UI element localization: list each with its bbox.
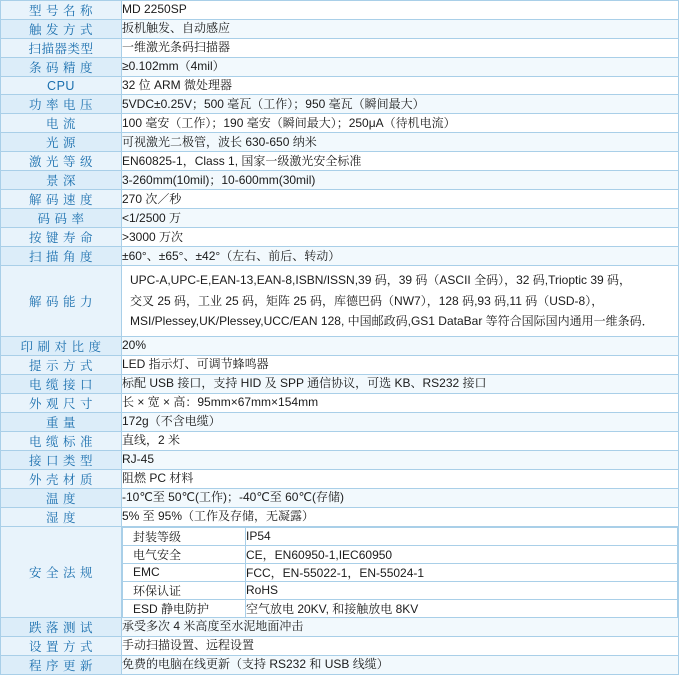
row-value: 270 次／秒	[122, 190, 679, 209]
row-label: 电 流	[1, 114, 122, 133]
row-label: 型 号 名 称	[1, 1, 122, 20]
row-value: 可视激光二极管，波长 630-650 纳米	[122, 133, 679, 152]
row-label: 外 观 尺 寸	[1, 393, 122, 412]
row-value: EN60825-1，Class 1, 国家一级激光安全标准	[122, 152, 679, 171]
table-row	[1, 431, 679, 450]
row-label: 景 深	[1, 171, 122, 190]
row-label: 电 缆 标 准	[1, 431, 122, 450]
table-row	[1, 488, 679, 507]
table-row	[1, 655, 679, 674]
table-row-decoding	[1, 266, 679, 336]
row-label: 码 码 率	[1, 209, 122, 228]
row-value: 20%	[122, 336, 679, 355]
safety-sub-table-cell	[122, 526, 679, 617]
table-row	[1, 95, 679, 114]
table-row	[1, 247, 679, 266]
row-value: 32 位 ARM 微处理器	[122, 77, 679, 95]
row-label: 接 口 类 型	[1, 450, 122, 469]
row-value: 阻燃 PC 材料	[122, 469, 679, 488]
safety-item-value: IP54	[246, 527, 678, 545]
decoding-line: UPC-A,UPC-E,EAN-13,EAN-8,ISBN/ISSN,39 码，39 码（ASCII 全码），32 码,Trioptic 39 码，	[130, 273, 632, 288]
row-value: 5VDC±0.25V；500 毫瓦（工作）；950 毫瓦（瞬间最大）	[122, 95, 679, 114]
row-label: 重 量	[1, 412, 122, 431]
row-label: 温 度	[1, 488, 122, 507]
table-row	[1, 507, 679, 526]
safety-sub-table	[122, 527, 678, 617]
safety-item-value: CE，EN60950-1,IEC60950	[246, 545, 678, 563]
row-value: 承受多次 4 米高度至水泥地面冲击	[122, 617, 679, 636]
row-value: -10℃至 50℃(工作)；-40℃至 60℃(存储)	[122, 488, 679, 507]
row-value: 5% 至 95%（工作及存储，无凝露）	[122, 507, 679, 526]
table-row	[1, 617, 679, 636]
row-value: 直线，2 米	[122, 431, 679, 450]
row-value: LED 指示灯、可调节蜂鸣器	[122, 355, 679, 374]
row-value: 扳机触发、自动感应	[122, 20, 679, 39]
safety-item-name: 封装等级	[123, 527, 246, 545]
safety-row	[123, 563, 678, 581]
row-value: RJ-45	[122, 450, 679, 469]
table-row	[1, 209, 679, 228]
row-value: >3000 万次	[122, 228, 679, 247]
row-value	[122, 266, 679, 336]
table-row	[1, 77, 679, 95]
row-label: CPU	[1, 77, 122, 95]
table-row	[1, 20, 679, 39]
table-row	[1, 190, 679, 209]
row-label: 激 光 等 级	[1, 152, 122, 171]
row-label: 程 序 更 新	[1, 655, 122, 674]
row-label: 解 码 速 度	[1, 190, 122, 209]
row-value: 172g（不含电缆）	[122, 412, 679, 431]
table-row	[1, 133, 679, 152]
safety-row	[123, 599, 678, 617]
safety-item-name: 电气安全	[123, 545, 246, 563]
row-label: 外 壳 材 质	[1, 469, 122, 488]
table-row	[1, 336, 679, 355]
row-label: 提 示 方 式	[1, 355, 122, 374]
row-label: 功 率 电 压	[1, 95, 122, 114]
table-row	[1, 58, 679, 77]
safety-item-name: ESD 静电防护	[123, 599, 246, 617]
row-value: ±60°、±65°、±42°（左右、前后、转动）	[122, 247, 679, 266]
safety-item-value: FCC，EN-55022-1，EN-55024-1	[246, 563, 678, 581]
table-row	[1, 393, 679, 412]
table-row	[1, 228, 679, 247]
row-label: 条 码 精 度	[1, 58, 122, 77]
row-label: 印 刷 对 比 度	[1, 336, 122, 355]
row-label: 安 全 法 规	[1, 526, 122, 617]
safety-row	[123, 581, 678, 599]
row-value: 3-260mm(10mil)；10-600mm(30mil)	[122, 171, 679, 190]
row-value: ≥0.102mm（4mil）	[122, 58, 679, 77]
safety-item-name: EMC	[123, 563, 246, 581]
decoding-line: MSI/Plessey,UK/Plessey,UCC/EAN 128, 中国邮政码,GS1 DataBar 等符合国际国内通用一维条码．	[130, 314, 654, 329]
row-label: 跌 落 测 试	[1, 617, 122, 636]
row-label: 解 码 能 力	[1, 266, 122, 336]
table-row-safety	[1, 526, 679, 617]
row-value: 100 毫安（工作）；190 毫安（瞬间最大）；250μA（待机电流）	[122, 114, 679, 133]
table-row	[1, 114, 679, 133]
spec-table-body	[1, 1, 679, 675]
row-label: 光 源	[1, 133, 122, 152]
safety-item-value: 空气放电 20KV, 和接触放电 8KV	[246, 599, 678, 617]
row-value: 长 × 宽 × 高：95mm×67mm×154mm	[122, 393, 679, 412]
row-label: 电 缆 接 口	[1, 374, 122, 393]
safety-item-value: RoHS	[246, 581, 678, 599]
decoding-line: 交叉 25 码，工业 25 码，矩阵 25 码，库德巴码（NW7），128 码,93 码,11 码（USD-8），	[130, 293, 604, 308]
row-label: 触 发 方 式	[1, 20, 122, 39]
table-row	[1, 374, 679, 393]
row-value: MD 2250SP	[122, 1, 679, 20]
table-row	[1, 1, 679, 20]
table-row	[1, 636, 679, 655]
row-value: 一维激光条码扫描器	[122, 39, 679, 58]
table-row	[1, 450, 679, 469]
table-row	[1, 39, 679, 58]
row-label: 湿 度	[1, 507, 122, 526]
safety-row	[123, 545, 678, 563]
table-row	[1, 469, 679, 488]
row-value: 标配 USB 接口，支持 HID 及 SPP 通信协议，可选 KB、RS232 接口	[122, 374, 679, 393]
row-label: 设 置 方 式	[1, 636, 122, 655]
safety-item-name: 环保认证	[123, 581, 246, 599]
row-label: 按 键 寿 命	[1, 228, 122, 247]
table-row	[1, 171, 679, 190]
row-value: 手动扫描设置、远程设置	[122, 636, 679, 655]
table-row	[1, 152, 679, 171]
safety-row	[123, 527, 678, 545]
table-row	[1, 355, 679, 374]
row-value: <1/2500 万	[122, 209, 679, 228]
table-row	[1, 412, 679, 431]
row-label: 扫描器类型	[1, 39, 122, 58]
row-value: 免费的电脑在线更新（支持 RS232 和 USB 线缆）	[122, 655, 679, 674]
row-label: 扫 描 角 度	[1, 247, 122, 266]
